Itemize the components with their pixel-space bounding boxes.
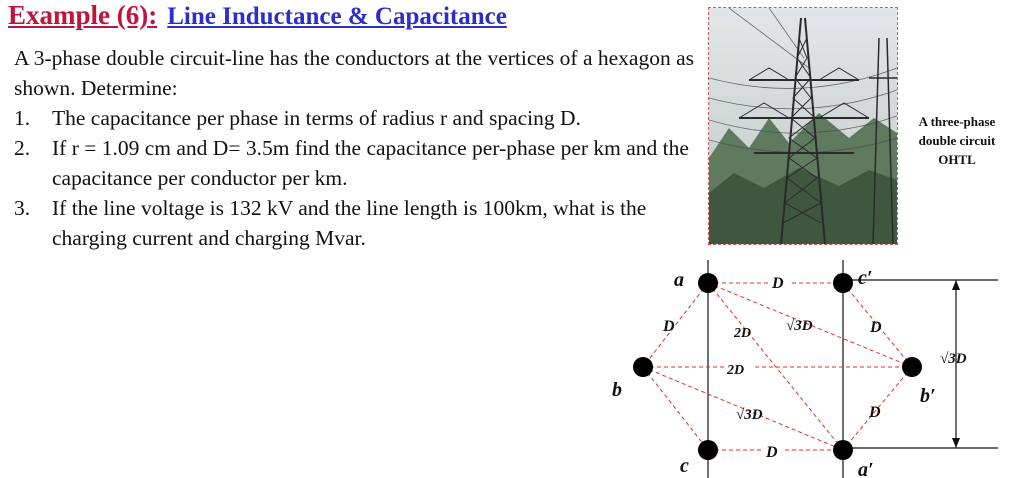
spacing-right-lower-d: D bbox=[869, 404, 881, 421]
dimension-sqrt3d: √3D bbox=[940, 351, 967, 367]
spacing-right-upper-d: D bbox=[870, 319, 882, 336]
spacing-bottom-d: D bbox=[766, 444, 778, 461]
spacing-top-d: D bbox=[772, 275, 784, 292]
conductor-a-prime bbox=[833, 440, 853, 460]
label-a: a bbox=[674, 269, 684, 291]
photo-caption: A three-phase double circuit OHTL bbox=[918, 114, 996, 167]
spacing-sqrt3d-top: √3D bbox=[786, 318, 813, 334]
hexagon-conductor-diagram bbox=[560, 250, 1015, 478]
problem-statement bbox=[14, 43, 704, 253]
question-list bbox=[14, 103, 704, 253]
spacing-sqrt3d-bottom: √3D bbox=[736, 407, 763, 423]
tower-photo bbox=[708, 7, 898, 245]
label-a-prime: a′ bbox=[858, 459, 874, 478]
label-c-prime: c′ bbox=[858, 267, 873, 289]
conductor-a bbox=[698, 273, 718, 293]
example-number: Example (6): bbox=[8, 0, 158, 30]
label-b-prime: b′ bbox=[920, 385, 936, 407]
conductor-c bbox=[698, 440, 718, 460]
label-b: b bbox=[612, 379, 622, 401]
conductor-b bbox=[633, 357, 653, 377]
spacing-diag-2d: 2D bbox=[734, 326, 752, 341]
conductor-b-prime bbox=[902, 357, 922, 377]
slide-title bbox=[8, 0, 507, 31]
problem-intro: A 3-phase double circuit-line has the conductors at the vertices of a hexagon as shown. Determine: bbox=[14, 46, 695, 100]
topic-heading: Line Inductance & Capacitance bbox=[167, 3, 507, 30]
conductor-c-prime bbox=[833, 273, 853, 293]
question-item: 1. The capacitance per phase in terms of radius r and spacing D. bbox=[14, 106, 581, 130]
label-c: c bbox=[680, 455, 689, 477]
spacing-left-upper-d: D bbox=[663, 318, 675, 335]
question-item: 3. If the line voltage is 132 kV and the line length is 100km, what is the charging current and charging Mvar. bbox=[14, 196, 647, 250]
spacing-mid-2d: 2D bbox=[727, 363, 745, 378]
question-item: 2. If r = 1.09 cm and D= 3.5m find the capacitance per-phase per km and the capacitance per conductor per km. bbox=[14, 136, 689, 190]
